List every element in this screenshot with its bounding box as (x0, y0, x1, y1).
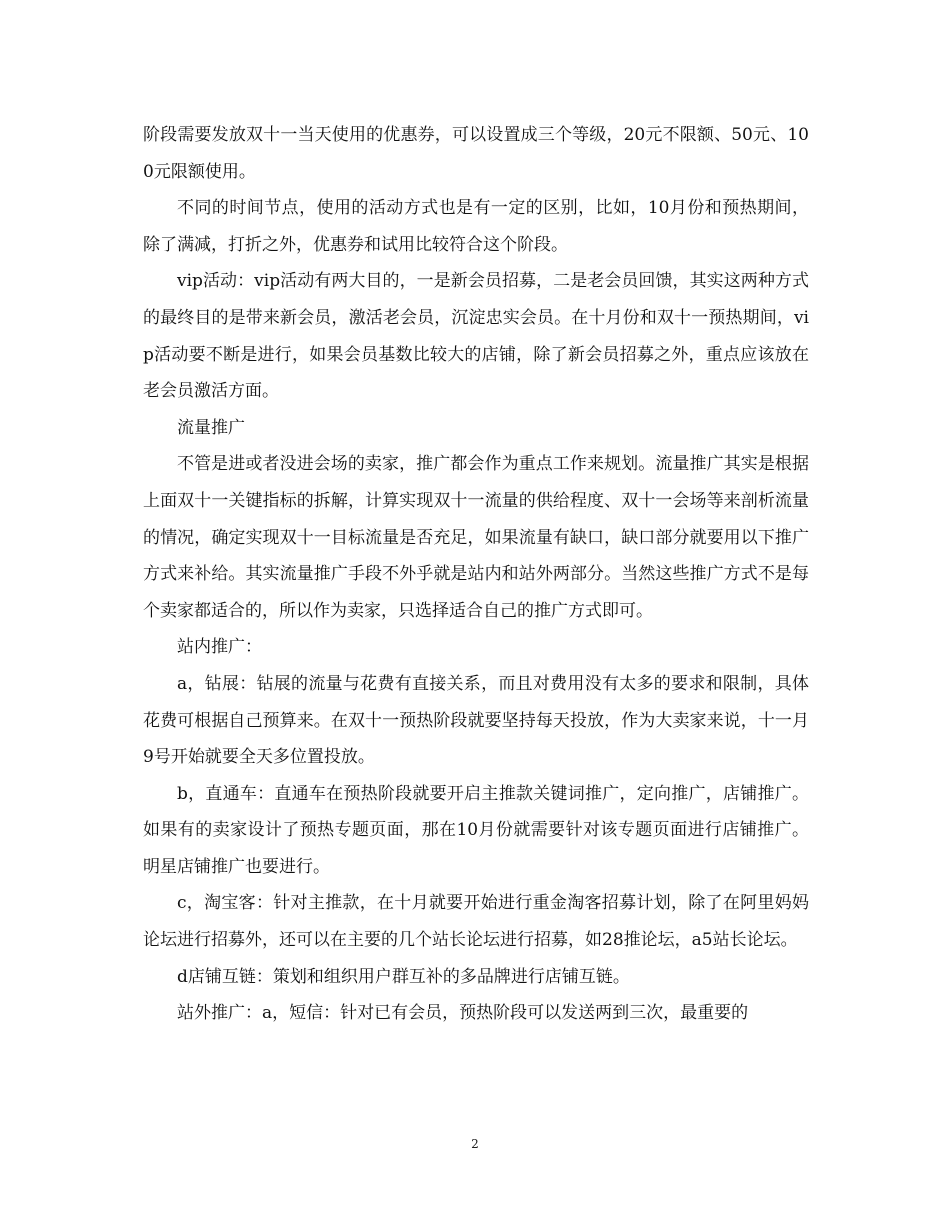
subheading-onsite-promotion: 站内推广： (177, 637, 262, 658)
paragraph-offsite-promotion: 站外推广：a，短信：针对已有会员，预热阶段可以发送两到三次，最重要的 (177, 1003, 749, 1024)
paragraph-time-nodes: 不同的时间节点，使用的活动方式也是有一定的区别，比如，10月份和预热期间，除了满减，打折之外，优惠券和试用比较符合这个阶段。 (143, 198, 809, 255)
paragraph-diamond-booth: a，钻展：钻展的流量与花费有直接关系，而且对费用没有太多的要求和限制，具体花费可根据自己预算来。在双十一预热阶段就要坚持每天投放，作为大卖家来说，十一月9号开始就要全天多位置投放。 (143, 673, 809, 768)
section-heading-traffic-promotion: 流量推广 (177, 417, 245, 438)
page-number: 2 (471, 1137, 479, 1151)
paragraph-coupon-tiers: 阶段需要发放双十一当天使用的优惠券，可以设置成三个等级，20元不限额、50元、100元限额使用。 (143, 125, 809, 182)
paragraph-taobaoke: c，淘宝客：针对主推款，在十月就要开始进行重金淘客招募计划，除了在阿里妈妈论坛进行招募外，还可以在主要的几个站长论坛进行招募，如28推论坛，a5站长论坛。 (143, 893, 809, 951)
paragraph-through-train: b，直通车：直通车在预热阶段就要开启主推款关键词推广，定向推广，店铺推广。如果有的卖家设计了预热专题页面，那在10月份就需要针对该专题页面进行店铺推广。明星店铺推广也要进行。 (143, 783, 809, 877)
paragraph-traffic-promotion: 不管是进或者没进会场的卖家，推广都会作为重点工作来规划。流量推广其实是根据上面双十一关键指标的拆解，计算实现双十一流量的供给程度、双十一会场等来剖析流量的情况，确定实现双十一目标流量是否充足，如果流量有缺口，缺口部分就要用以下推广方式来补给。其实流量推广手段不外乎就是站内和站外两部分。当然这些推广方式不是每个卖家都适合的，所以作为卖家，只选择适合自己的推广方式即可。 (143, 454, 809, 621)
paragraph-vip-activity: vip活动：vip活动有两大目的，一是新会员招募，二是老会员回馈，其实这两种方式的最终目的是带来新会员，激活老会员，沉淀忠实会员。在十月份和双十一预热期间，vip活动要不断是进行，如果会员基数比较大的店铺，除了新会员招募之外，重点应该放在老会员激活方面。 (143, 271, 809, 402)
paragraph-store-cross-links: d店铺互链：策划和组织用户群互补的多品牌进行店铺互链。 (177, 966, 630, 987)
document-body (143, 117, 809, 1032)
